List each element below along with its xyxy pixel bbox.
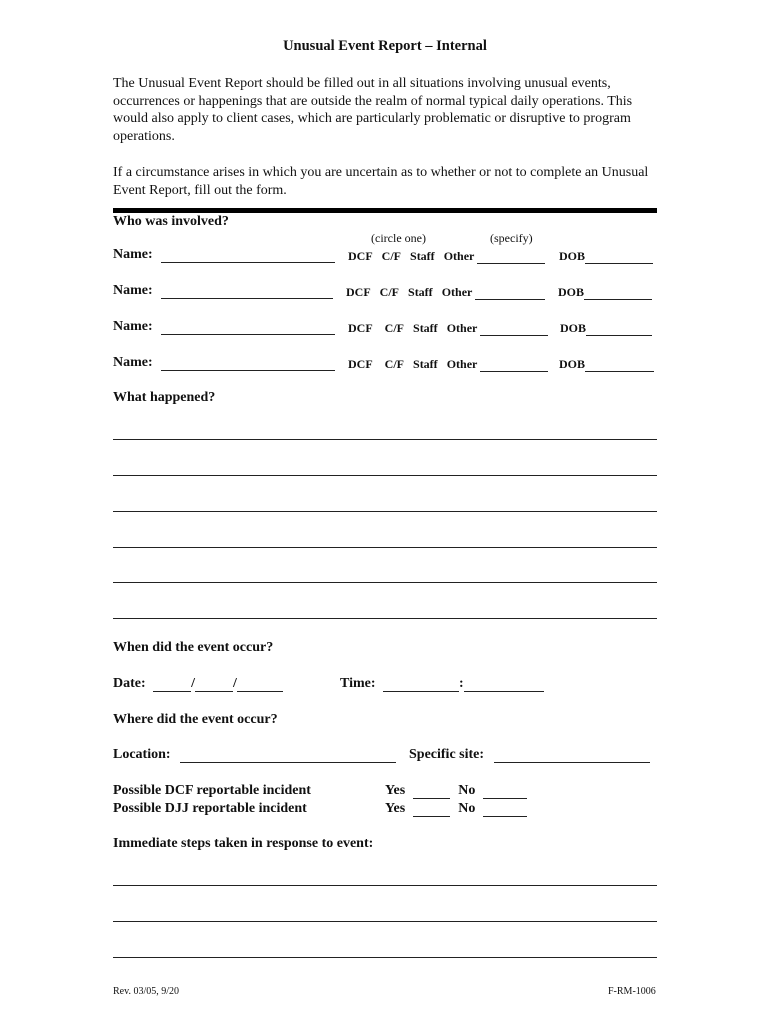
name-field[interactable] [161,356,335,371]
form-id: F-RM-1006 [608,986,656,997]
djj-no-field[interactable] [483,802,527,817]
dob-label: DOB [559,249,586,263]
form-title: Unusual Event Report – Internal [283,38,487,54]
involved-heading: Who was involved? [113,214,229,229]
dob-field[interactable] [586,321,652,336]
steps-heading: Immediate steps taken in response to event: [113,836,374,851]
time-separator: : [459,676,464,691]
what-happened-line-3[interactable] [113,511,657,512]
dcf-yes-field[interactable] [413,784,450,799]
djj-yes-label: Yes [385,801,406,816]
option-other[interactable]: Other [443,249,475,263]
what-happened-line-4[interactable] [113,547,657,548]
name-label: Name: [113,319,153,334]
name-field[interactable] [161,284,333,299]
steps-line-3[interactable] [113,957,657,958]
what-happened-line-6[interactable] [113,618,657,619]
dob-field[interactable] [585,357,654,372]
dob-label: DOB [560,321,587,335]
name-label: Name: [113,247,153,262]
option-other[interactable]: Other [446,357,478,371]
specify-note: (specify) [490,231,533,245]
option-staff[interactable]: Staff [410,249,435,263]
option-staff[interactable]: Staff [413,321,438,335]
dcf-no-field[interactable] [483,784,527,799]
djj-yes-field[interactable] [413,802,450,817]
option-cf[interactable]: C/F [379,285,400,299]
time-minute-field[interactable] [464,677,544,692]
other-specify-field[interactable] [480,321,548,336]
intro-paragraph-1: The Unusual Event Report should be filled out in all situations involving unusual events, occurrences or happenings that are outside the realm of normal typical daily operations. This would also apply to client cases, which are particularly problematic or disruptive to program operations. [113,76,633,144]
dob-label: DOB [559,357,586,371]
other-specify-field[interactable] [475,285,545,300]
when-heading: When did the event occur? [113,640,274,655]
location-field[interactable] [180,748,396,763]
what-happened-line-1[interactable] [113,439,657,440]
dcf-no-label: No [458,783,476,798]
revision-text: Rev. 03/05, 9/20 [113,986,180,997]
option-cf[interactable]: C/F [384,321,405,335]
where-heading: Where did the event occur? [113,712,278,727]
date-month-field[interactable] [153,677,191,692]
steps-line-2[interactable] [113,921,657,922]
option-dcf[interactable]: DCF [346,285,371,299]
option-staff[interactable]: Staff [413,357,438,371]
djj-reportable-label: Possible DJJ reportable incident [113,801,307,816]
dob-field[interactable] [585,249,653,264]
specific-site-field[interactable] [494,748,650,763]
other-specify-field[interactable] [480,357,548,372]
option-cf[interactable]: C/F [384,357,405,371]
name-label: Name: [113,283,153,298]
what-happened-line-2[interactable] [113,475,657,476]
option-staff[interactable]: Staff [408,285,433,299]
specific-site-label: Specific site: [409,747,485,762]
name-label: Name: [113,355,153,370]
dob-label: DOB [558,285,585,299]
date-day-field[interactable] [195,677,233,692]
dcf-reportable-label: Possible DCF reportable incident [113,783,311,798]
other-specify-field[interactable] [477,249,545,264]
date-year-field[interactable] [237,677,283,692]
option-other[interactable]: Other [441,285,473,299]
date-label: Date: [113,676,146,691]
location-label: Location: [113,747,171,762]
name-field[interactable] [161,248,335,263]
time-hour-field[interactable] [383,677,459,692]
option-dcf[interactable]: DCF [348,249,373,263]
what-happened-line-5[interactable] [113,582,657,583]
dob-field[interactable] [584,285,652,300]
circle-one-note: (circle one) [371,231,426,245]
intro-paragraph-2: If a circumstance arises in which you are uncertain as to whether or not to complete an Unusual Event Report, fill out the form. [113,165,649,198]
djj-no-label: No [458,801,476,816]
time-label: Time: [340,676,376,691]
option-dcf[interactable]: DCF [348,321,373,335]
dcf-yes-label: Yes [385,783,406,798]
section-divider [113,208,657,213]
what-happened-heading: What happened? [113,390,216,405]
name-field[interactable] [161,320,335,335]
option-other[interactable]: Other [446,321,478,335]
option-dcf[interactable]: DCF [348,357,373,371]
option-cf[interactable]: C/F [381,249,402,263]
steps-line-1[interactable] [113,885,657,886]
